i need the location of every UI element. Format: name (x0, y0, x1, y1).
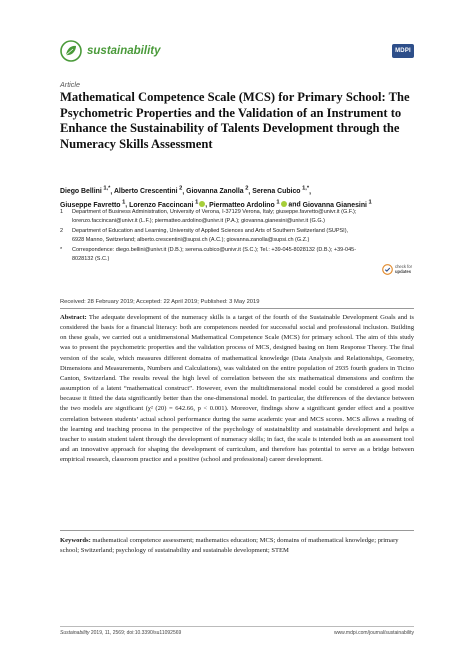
keywords (60, 536, 414, 556)
author: Giovanna Zanolla $^2$ (186, 186, 249, 196)
author: Diego Bellini $^{1,*}$ (60, 186, 111, 196)
author: Serena Cubico $^{1,*}$ (252, 186, 310, 196)
affiliations (60, 208, 360, 266)
correspondence: * Correspondence: diego.bellini@univr.it (D.B.); serena.cubico@univr.it (S.C.); Tel.: +39-045-8028132 (D.B.); +39-045-8028132 (S.C.) (60, 247, 357, 262)
author: Alberto Crescentini $^2$ (113, 186, 183, 196)
check-for-updates-badge[interactable] (382, 258, 416, 280)
affiliation-item: 1 Department of Business Administration, University of Verona, I-37129 Verona, Italy; giuseppe.favretto@univr.it (G.F.); lorenzo.faccincani@univr.it (L.F.); piermatteo.ardolino@univr.it (P.A.); giovanna.gianesini@univr.it (G.G.) (60, 209, 357, 224)
leaf-icon (60, 40, 82, 62)
keywords-label: Keywords: (60, 537, 91, 544)
author: Giuseppe Favretto $^1$ (60, 199, 126, 209)
affiliation-item: 2 Department of Education and Learning, University of Applied Sciences and Arts of Southern Switzerland (SUPSI), 6928 Manno, Switzerland; alberto.crescentini@supsi.ch (A.C.); giovanna.zanolla@supsi.ch (G.Z.) (60, 228, 349, 243)
author: Lorenzo Faccincani $^1$ (129, 199, 199, 209)
divider (60, 530, 414, 531)
footer-divider (60, 626, 414, 627)
abstract (60, 313, 414, 465)
keywords-text: mathematical competence assessment; mathematics education; MCS; domains of mathematical knowledge; primary school; Switzerland; psychology of sustainability and sustainable development; STEM (60, 537, 399, 555)
journal-header (60, 40, 414, 74)
footer-citation: Sustainability 2019, 11, 2569; doi:10.3390/su11092569 (60, 630, 182, 636)
author: Giovanna Gianesini $^1$ (302, 199, 372, 209)
abstract-text: The adequate development of the numeracy skills is a target of the fourth of the Sustainable Development Goals and is considered the basis for a financial literacy: both are competences needed for successful social and professional inclusion. Building on these goals, we carried out a unidimensional Mathematical Competence Scale (MCS) for primary school. The aim of this study was to present the psychometric properties and the validation process of MCS, designed basing on Item Response Theory. The final version of the scale, which measures different domains of mathematical knowledge (Data Analysis and Relationships, Geometry, Dimensions and Measurements, Numbers and Calculations), was validated on the entire population of 2935 fourth graders in Ticino Canton, Switzerland. The results reveal the high level of correlation between the six mathematical dimensions and confirm the assumption of a latent “mathematical construct”. However, even the multidimensional model could be considered a good model because it fitted the data significantly better than the one-dimensional model. In particular, the differences of the deviance between the two models are significant (χ² (20) = 642.66, p < 0.001). Moreover, findings show a significant gender effect and a positive correlation between students’ actual school performance during the same academic year and MCS scores. MCS allows a reading of the learning and teaching process in the perspective of the psychology of sustainability and sustainable development and helps a teacher to sustain student talent through the development of numeracy skills; in fact, the scale is intended both as an assessment tool and an innovative approach for shaping the development of curriculum, and therefore has potential to serve as a bridge between empirical research, classroom practice and a positive (school and professional) career development. (60, 314, 414, 464)
abstract-label: Abstract: (60, 314, 87, 321)
paper-title: Mathematical Competence Scale (MCS) for Primary School: The Psychometric Properties and the Validation of an Instrument to Enhance the Sustainability of Talents Development through the Numeracy Skills Assessment (60, 90, 410, 151)
divider (60, 308, 414, 309)
badge-line-1: check for (395, 264, 412, 269)
publisher-name: MDPI (395, 48, 411, 54)
check-updates-icon (382, 264, 393, 275)
footer-url[interactable]: www.mdpi.com/journal/sustainability (333, 630, 414, 636)
orcid-icon[interactable] (199, 201, 205, 207)
journal-logo (60, 40, 161, 62)
article-type: Article (60, 80, 80, 89)
orcid-icon[interactable] (281, 201, 287, 207)
author-list: Diego Bellini $^{1,*}$, Alberto Crescentini $^2$, Giovanna Zanolla $^2$, Serena Cubico $^{1,*}$, Giuseppe Favretto $^1$, Lorenzo Faccincani $^1$ , Piermatteo Ardolino $^1$ and Giovanna Gianesini $^1$ (60, 186, 372, 209)
publisher-logo (392, 44, 414, 58)
badge-line-2: updates (395, 269, 412, 274)
journal-name: sustainability (87, 45, 161, 57)
author: Piermatteo Ardolino $^1$ (209, 199, 280, 209)
publication-dates: Received: 28 February 2019; Accepted: 22 April 2019; Published: 3 May 2019 (60, 299, 260, 305)
